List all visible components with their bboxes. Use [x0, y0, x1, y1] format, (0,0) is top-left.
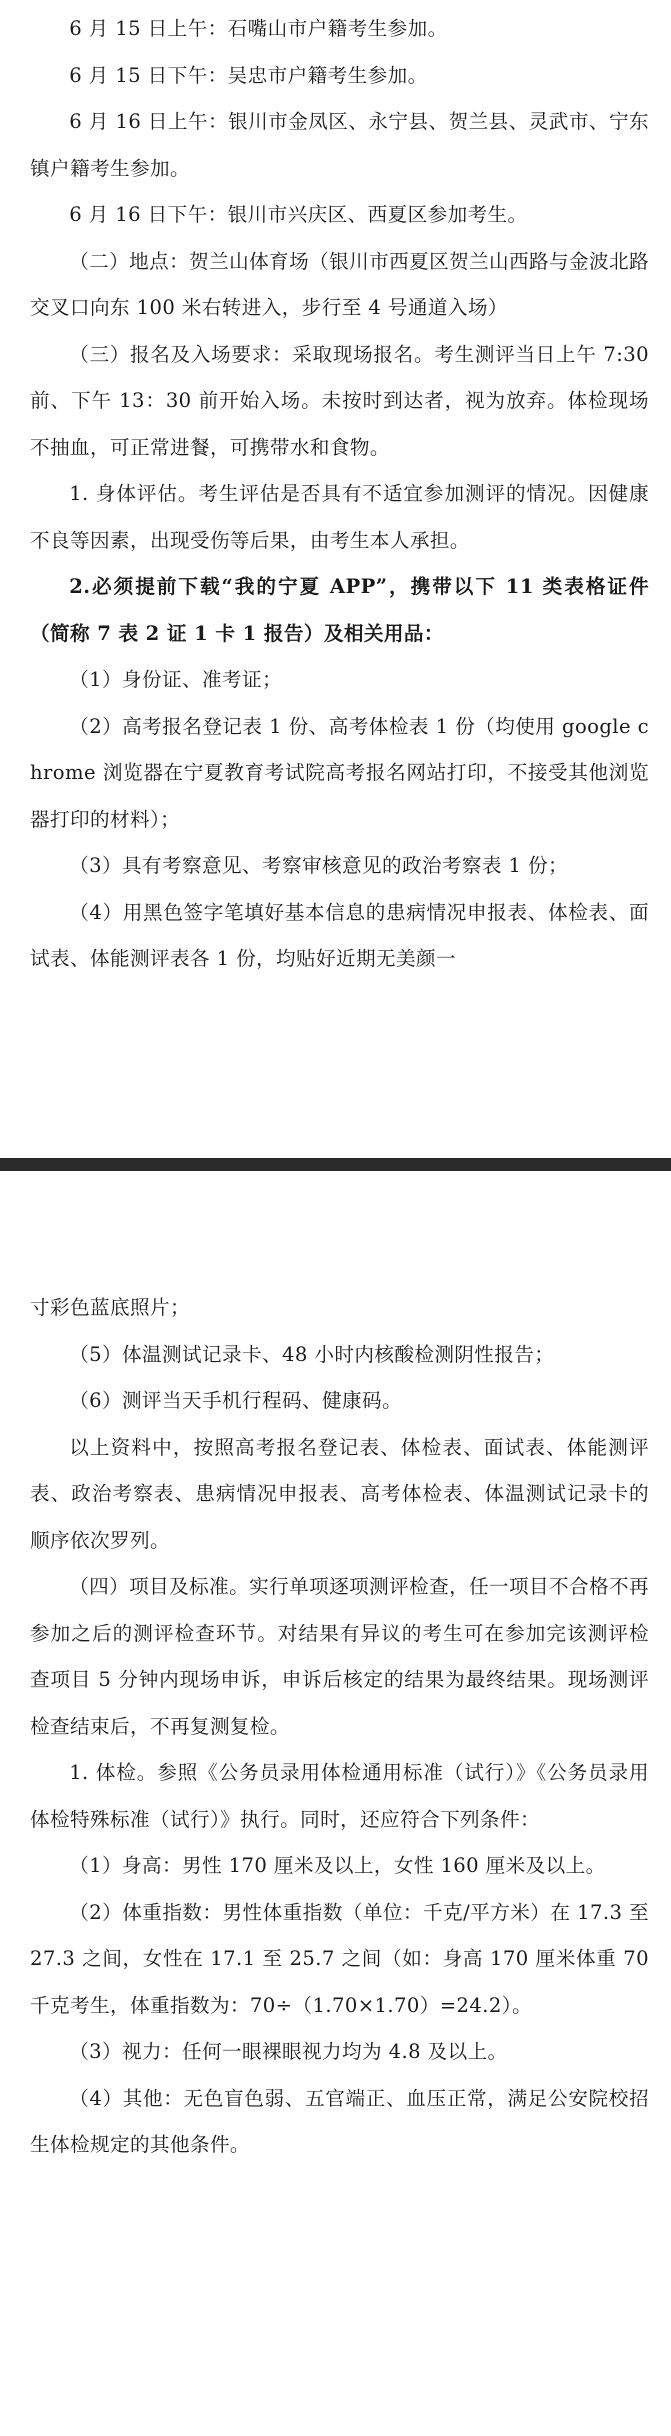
- registration-paragraph: （三）报名及入场要求：采取现场报名。考生测评当日上午 7:30 前、下午 13：30 前开始入场。未按时到达者，视为放弃。体检现场不抽血，可正常进餐，可携带水和食物。: [30, 342, 649, 459]
- document-item-6: （6）测评当天手机行程码、健康码。: [69, 1389, 402, 1412]
- page-separator: [0, 1158, 671, 1171]
- schedule-line-jun16-pm: 6 月 16 日下午：银川市兴庆区、西夏区参加考生。: [69, 203, 528, 226]
- schedule-line-jun15-pm: 6 月 15 日下午：吴忠市户籍考生参加。: [69, 63, 428, 87]
- document-item-4-continued: 寸彩色蓝底照片；: [30, 1296, 190, 1319]
- required-documents-heading: 2.必须提前下载“我的宁夏 APP”，携带以下 11 类表格证件（简称 7 表 2 证 1 卡 1 报告）及相关用品：: [30, 575, 649, 645]
- other-requirements: （4）其他：无色盲色弱、五官端正、血压正常，满足公安院校招生体检规定的其他条件。: [30, 2086, 649, 2156]
- document-order-paragraph: 以上资料中，按照高考报名登记表、体检表、面试表、体能测评表、政治考察表、患病情况申报表、高考体检表、体温测试记录卡的顺序依次罗列。: [30, 1435, 649, 1552]
- document-page-2: [0, 1171, 671, 2436]
- document-item-2: （2）高考报名登记表 1 份、高考体检表 1 份（均使用 google chrome 浏览器在宁夏教育考试院高考报名网站打印，不接受其他浏览器打印的材料）；: [30, 714, 649, 831]
- document-item-3: （3）具有考察意见、考察审核意见的政治考察表 1 份；: [69, 854, 569, 877]
- document-item-5: （5）体温测试记录卡、48 小时内核酸检测阴性报告；: [69, 1342, 555, 1366]
- schedule-line-jun16-am: 6 月 16 日上午：银川市金凤区、永宁县、贺兰县、灵武市、宁东镇户籍考生参加。: [30, 110, 649, 180]
- vision-requirement: （3）视力：任何一眼裸眼视力均为 4.8 及以上。: [69, 2040, 508, 2063]
- health-assessment-paragraph: 1. 身体评估。考生评估是否具有不适宜参加测评的情况。因健康不良等因素，出现受伤等后果，由考生本人承担。: [30, 482, 649, 552]
- document-item-1: （1）身份证、准考证；: [69, 668, 282, 691]
- document-page-1: [0, 0, 671, 1158]
- schedule-line-jun15-am: 6 月 15 日上午：石嘴山市户籍考生参加。: [69, 17, 448, 40]
- bmi-requirement: （2）体重指数：男性体重指数（单位：千克/平方米）在 17.3 至 27.3 之间，女性在 17.1 至 25.7 之间（如：身高 170 厘米体重 70 千克考生，体重指数为：70÷（1.70×1.70）=24.2）。: [30, 1900, 649, 2017]
- venue-paragraph: （二）地点：贺兰山体育场（银川市西夏区贺兰山西路与金波北路交叉口向东 100 米右转进入，步行至 4 号通道入场）: [30, 249, 650, 319]
- physical-exam-paragraph: 1. 体检。参照《公务员录用体检通用标准（试行）》《公务员录用体检特殊标准（试行）》执行。同时，还应符合下列条件：: [30, 1761, 649, 1831]
- height-requirement: （1）身高：男性 170 厘米及以上，女性 160 厘米及以上。: [69, 1854, 606, 1877]
- items-standards-paragraph: （四）项目及标准。实行单项逐项测评检查，任一项目不合格不再参加之后的测评检查环节。对结果有异议的考生可在参加完该测评检查项目 5 分钟内现场申诉，申诉后核定的结果为最终结果。现场测评检查结束后，不再复测复检。: [30, 1575, 650, 1738]
- document-item-4: （4）用黑色签字笔填好基本信息的患病情况申报表、体检表、面试表、体能测评表各 1 份，均贴好近期无美颜一: [30, 900, 649, 970]
